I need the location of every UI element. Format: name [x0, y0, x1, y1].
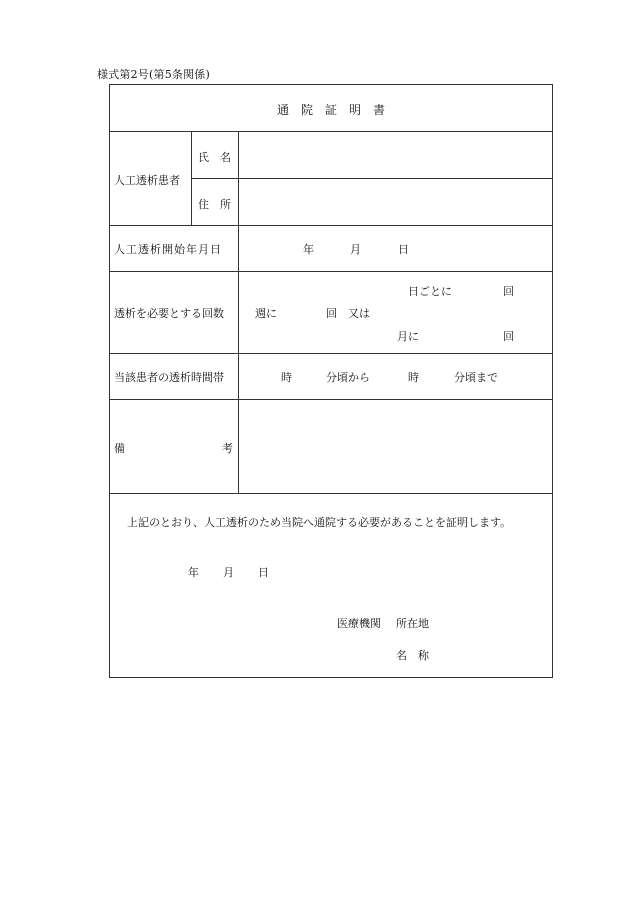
patient-label: 人工透析患者 [114, 174, 180, 187]
divider-patient-sub [191, 131, 192, 225]
institution-name-label: 名 称 [396, 649, 429, 662]
remarks-label-1: 備 [114, 442, 125, 455]
certification-day: 日 [258, 566, 269, 579]
divider-remarks [110, 493, 552, 494]
frequency-times-c: 回 [503, 330, 514, 343]
patient-name-field[interactable] [240, 133, 550, 176]
frequency-or: 又は [348, 307, 370, 320]
divider-title [110, 131, 552, 132]
divider-time-slot [110, 399, 552, 400]
frequency-per-month: 月に [397, 330, 419, 343]
time-slot-min-to: 分頃まで [454, 371, 498, 384]
frequency-per-week: 週に [255, 307, 277, 320]
patient-address-field[interactable] [240, 180, 550, 223]
medical-institution-label: 医療機関 [337, 617, 381, 630]
start-date-label: 人工透析開始年月日 [114, 243, 222, 256]
patient-name-label: 氏 名 [198, 151, 231, 164]
location-label: 所在地 [396, 617, 429, 630]
frequency-times-b: 回 [326, 307, 337, 320]
remarks-label-2: 考 [222, 442, 233, 455]
time-slot-label: 当該患者の透析時間帯 [114, 371, 224, 384]
frequency-times-a: 回 [503, 285, 514, 298]
certification-month: 月 [223, 566, 234, 579]
start-date-month: 月 [350, 243, 361, 256]
patient-address-label: 住 所 [198, 198, 231, 211]
form-number-label: 様式第2号(第5条関係) [97, 68, 210, 81]
time-slot-min-from: 分頃から [326, 371, 370, 384]
certification-year: 年 [188, 566, 199, 579]
start-date-day: 日 [398, 243, 409, 256]
certificate-frame [109, 84, 553, 678]
certification-statement: 上記のとおり、人工透析のため当院へ通院する必要があることを証明します。 [127, 516, 512, 529]
certificate-title: 通 院 証 明 書 [276, 103, 385, 117]
divider-frequency [110, 353, 552, 354]
time-slot-hour-to: 時 [408, 371, 419, 384]
divider-name-address [191, 178, 552, 179]
divider-patient [110, 225, 552, 226]
start-date-year: 年 [303, 243, 314, 256]
frequency-days-every: 日ごとに [408, 285, 452, 298]
remarks-field[interactable] [240, 401, 550, 491]
frequency-label: 透析を必要とする回数 [114, 307, 224, 320]
time-slot-hour-from: 時 [281, 371, 292, 384]
divider-start-date [110, 271, 552, 272]
divider-label-column [238, 131, 239, 493]
